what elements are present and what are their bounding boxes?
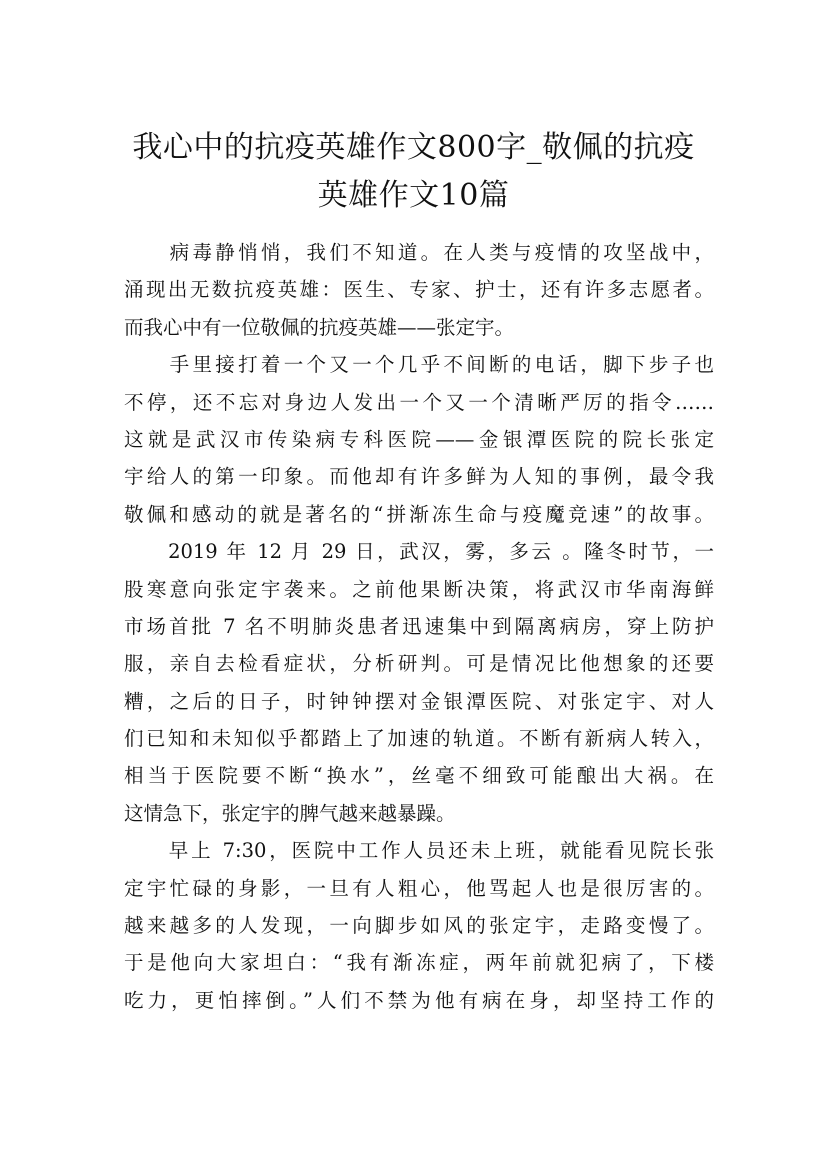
article-body bbox=[124, 234, 714, 1019]
text-line: 们已知和未知似乎都踏上了加速的轨道。不断有新病人转入， bbox=[124, 727, 714, 751]
text-line: 而我心中有一位敬佩的抗疫英雄——张定宇。 bbox=[124, 315, 515, 339]
text-line: 于是他向大家坦白：“我有渐冻症，两年前就犯病了，下楼 bbox=[124, 951, 714, 975]
text-line: 定宇忙碌的身影，一旦有人粗心，他骂起人也是很厉害的。 bbox=[124, 876, 714, 900]
text-line: 涌现出无数抗疫英雄：医生、专家、护士，还有许多志愿者。 bbox=[124, 278, 714, 302]
paragraph-2 bbox=[124, 346, 714, 533]
title-line: 英雄作文10篇 bbox=[317, 178, 510, 214]
text-line: 越来越多的人发现，一向脚步如风的张定宇，走路变慢了。 bbox=[124, 914, 714, 938]
text-line: 服，亲自去检看症状，分析研判。可是情况比他想象的还要 bbox=[124, 652, 714, 676]
text-line: 股寒意向张定宇袭来。之前他果断决策，将武汉市华南海鲜 bbox=[124, 577, 714, 601]
text-line: 糟，之后的日子，时钟钟摆对金银潭医院、对张定宇、对人 bbox=[124, 689, 714, 713]
text-line: 手里接打着一个又一个几乎不间断的电话，脚下步子也 bbox=[124, 353, 714, 377]
text-line: 吃力，更怕摔倒。”人们不禁为他有病在身，却坚持工作的 bbox=[124, 988, 714, 1012]
document-title bbox=[100, 124, 727, 220]
text-line: 敬佩和感动的就是著名的“拼渐冻生命与疫魔竞速”的故事。 bbox=[124, 502, 714, 526]
paragraph-3 bbox=[124, 533, 714, 832]
text-line: 相当于医院要不断“换水”，丝毫不细致可能酿出大祸。在 bbox=[124, 764, 714, 788]
text-line: 市场首批 7 名不明肺炎患者迅速集中到隔离病房，穿上防护 bbox=[124, 614, 714, 638]
title-line: 我心中的抗疫英雄作文800字_敬佩的抗疫 bbox=[132, 130, 695, 166]
text-line: 早上 7:30，医院中工作人员还未上班，就能看见院长张 bbox=[124, 839, 714, 863]
text-line: 这就是武汉市传染病专科医院——金银潭医院的院长张定 bbox=[124, 427, 714, 451]
paragraph-1 bbox=[124, 234, 714, 346]
paragraph-4 bbox=[124, 832, 714, 1019]
text-line: 病毒静悄悄，我们不知道。在人类与疫情的攻坚战中， bbox=[124, 241, 714, 264]
text-line: 这情急下，张定宇的脾气越来越暴躁。 bbox=[124, 801, 456, 825]
text-line: 宇给人的第一印象。而他却有许多鲜为人知的事例，最令我 bbox=[124, 465, 714, 489]
text-line: 2019 年 12 月 29 日，武汉，雾，多云 。隆冬时节，一 bbox=[124, 540, 714, 564]
text-line: 不停，还不忘对身边人发出一个又一个清晰严厉的指令…… bbox=[124, 390, 714, 414]
